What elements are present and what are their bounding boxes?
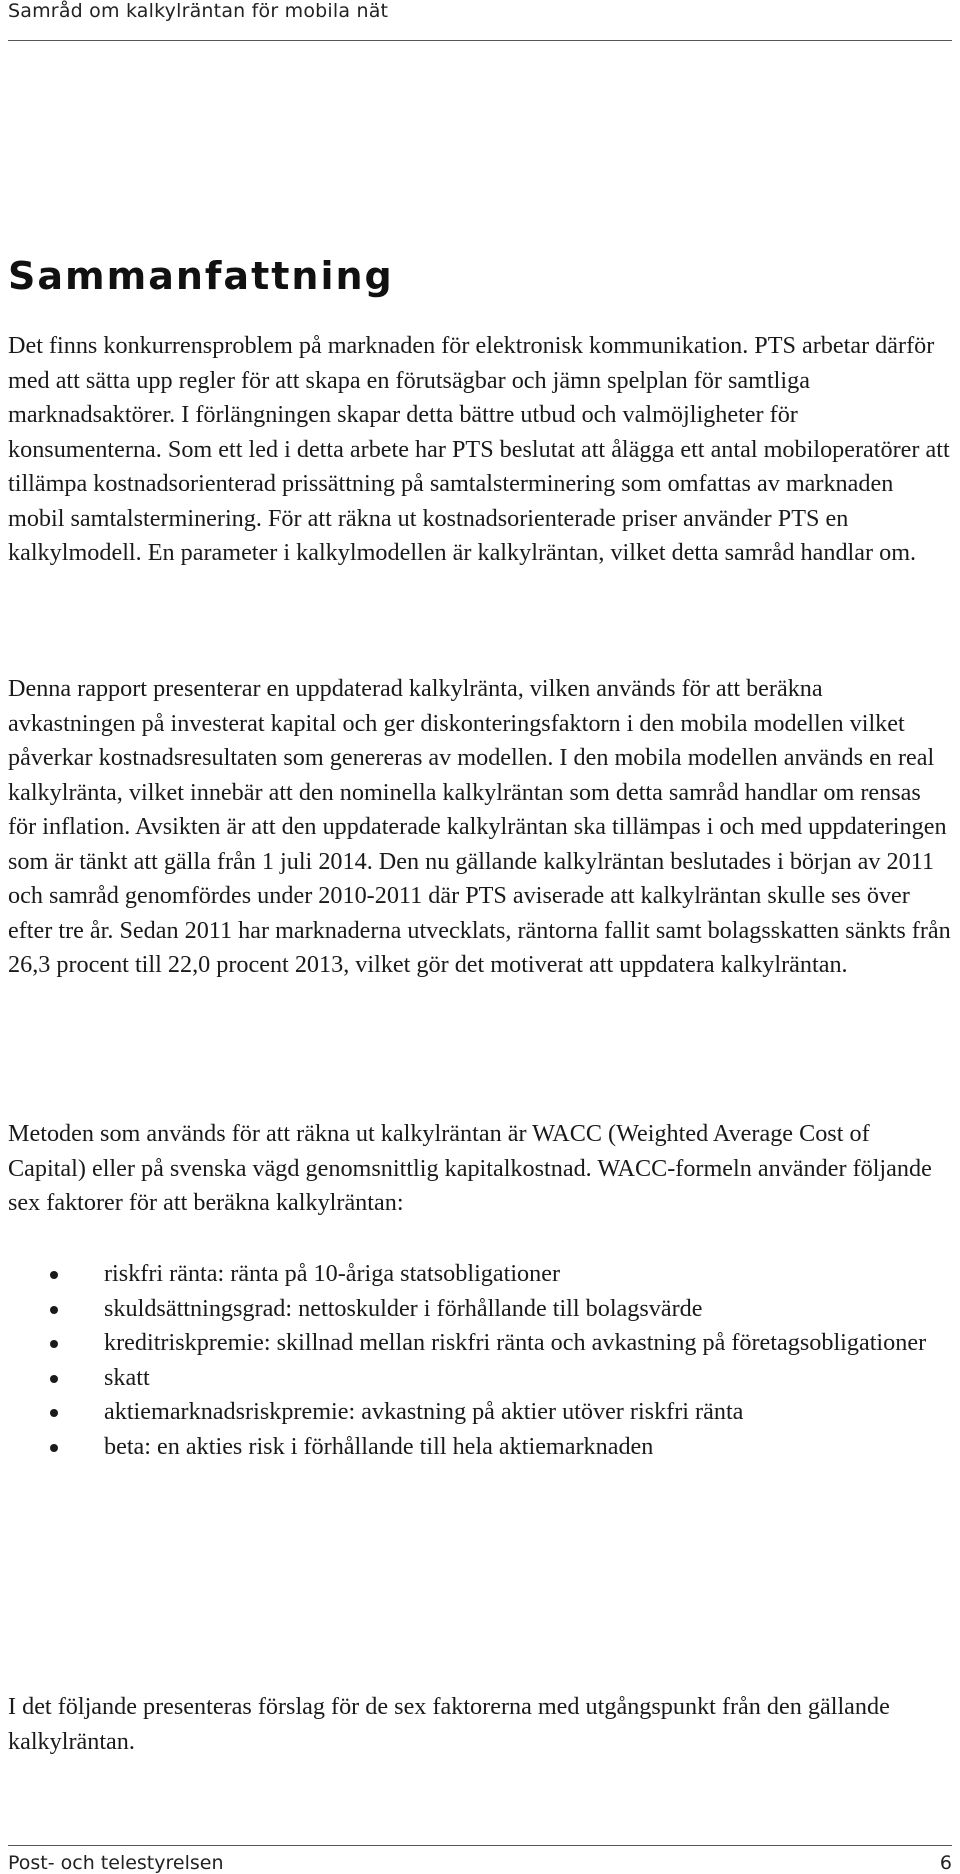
list-item <box>0 1292 953 1327</box>
bullet-icon <box>50 1271 58 1279</box>
list-item-text: kreditriskpremie: skillnad mellan riskfri ränta och avkastning på företagsobligationer <box>104 1329 927 1356</box>
running-footer <box>8 1845 952 1874</box>
list-item <box>0 1361 953 1396</box>
running-header <box>8 0 952 41</box>
bullet-icon <box>50 1444 58 1452</box>
list-item-text: aktiemarknadsriskpremie: avkastning på aktier utöver riskfri ränta <box>104 1398 744 1425</box>
section-heading: Sammanfattning <box>8 254 394 298</box>
footer-organization: Post- och telestyrelsen <box>8 1852 224 1874</box>
list-item-text: skuldsättningsgrad: nettoskulder i förhållande till bolagsvärde <box>104 1294 703 1322</box>
list-item-text: riskfri ränta: ränta på 10-åriga statsobligationer <box>104 1260 561 1287</box>
list-item <box>0 1430 953 1465</box>
bullet-icon <box>50 1409 58 1417</box>
document-title: Samråd om kalkylräntan för mobila nät <box>8 0 389 22</box>
list-item-text: skatt <box>104 1363 150 1391</box>
bullet-icon <box>50 1306 58 1314</box>
paragraph-intro: Det finns konkurrensproblem på marknaden för elektronisk kommunikation. PTS arbetar därför med att sätta upp regler för att skapa en förutsägbar och jämn spelplan för samtliga marknadsaktörer. I förlängningen skapar detta bättre utbud och valmöjligheter för konsumenterna. Som ett led i detta arbete har PTS beslutat att ålägga ett antal mobiloperatörer att tillämpa kostnadsorienterad prissättning på samtalsterminering som omfattas av marknaden mobil samtalsterminering. För att räkna ut kostnadsorienterade priser använder PTS en kalkylmodell. En parameter i kalkylmodellen är kalkylräntan, vilket detta samråd handlar om. <box>8 332 950 566</box>
wacc-factor-list <box>0 1257 953 1464</box>
list-item <box>0 1257 953 1292</box>
list-item <box>0 1326 953 1361</box>
bullet-icon <box>50 1340 58 1348</box>
paragraph-report: Denna rapport presenterar en uppdaterad kalkylränta, vilken används för att beräkna avkastningen på investerat kapital och ger diskonteringsfaktorn i den mobila modellen vilket påverkar kostnadsresultaten som genereras av modellen. I den mobila modellen används en real kalkylränta, vilket innebär att den nominella kalkylräntan som detta samråd handlar om rensas för inflation. Avsikten är att den uppdaterade kalkylräntan ska tillämpas i och med uppdateringen som är tänkt att gälla från 1 juli 2014. Den nu gällande kalkylräntan beslutades i början av 2011 och samråd genomfördes under 2010-2011 där PTS aviserade att kalkylräntan skulle ses över efter tre år. Sedan 2011 har marknaderna utvecklats, räntorna fallit samt bolagsskatten sänkts från 26,3 procent till 22,0 procent 2013, vilket gör det motiverat att uppdatera kalkylräntan. <box>8 675 951 978</box>
paragraph-method: Metoden som används för att räkna ut kalkylräntan är WACC (Weighted Average Cost of Capital) eller på svenska vägd genomsnittlig kapitalkostnad. WACC-formeln använder följande sex faktorer för att beräkna kalkylräntan: <box>8 1120 932 1216</box>
page-number: 6 <box>939 1852 952 1874</box>
bullet-icon <box>50 1375 58 1383</box>
paragraph-conclusion: I det följande presenteras förslag för de sex faktorerna med utgångspunkt från den gällande kalkylräntan. <box>8 1693 890 1755</box>
list-item-text: beta: en akties risk i förhållande till hela aktiemarknaden <box>104 1432 654 1460</box>
list-item <box>0 1395 953 1430</box>
